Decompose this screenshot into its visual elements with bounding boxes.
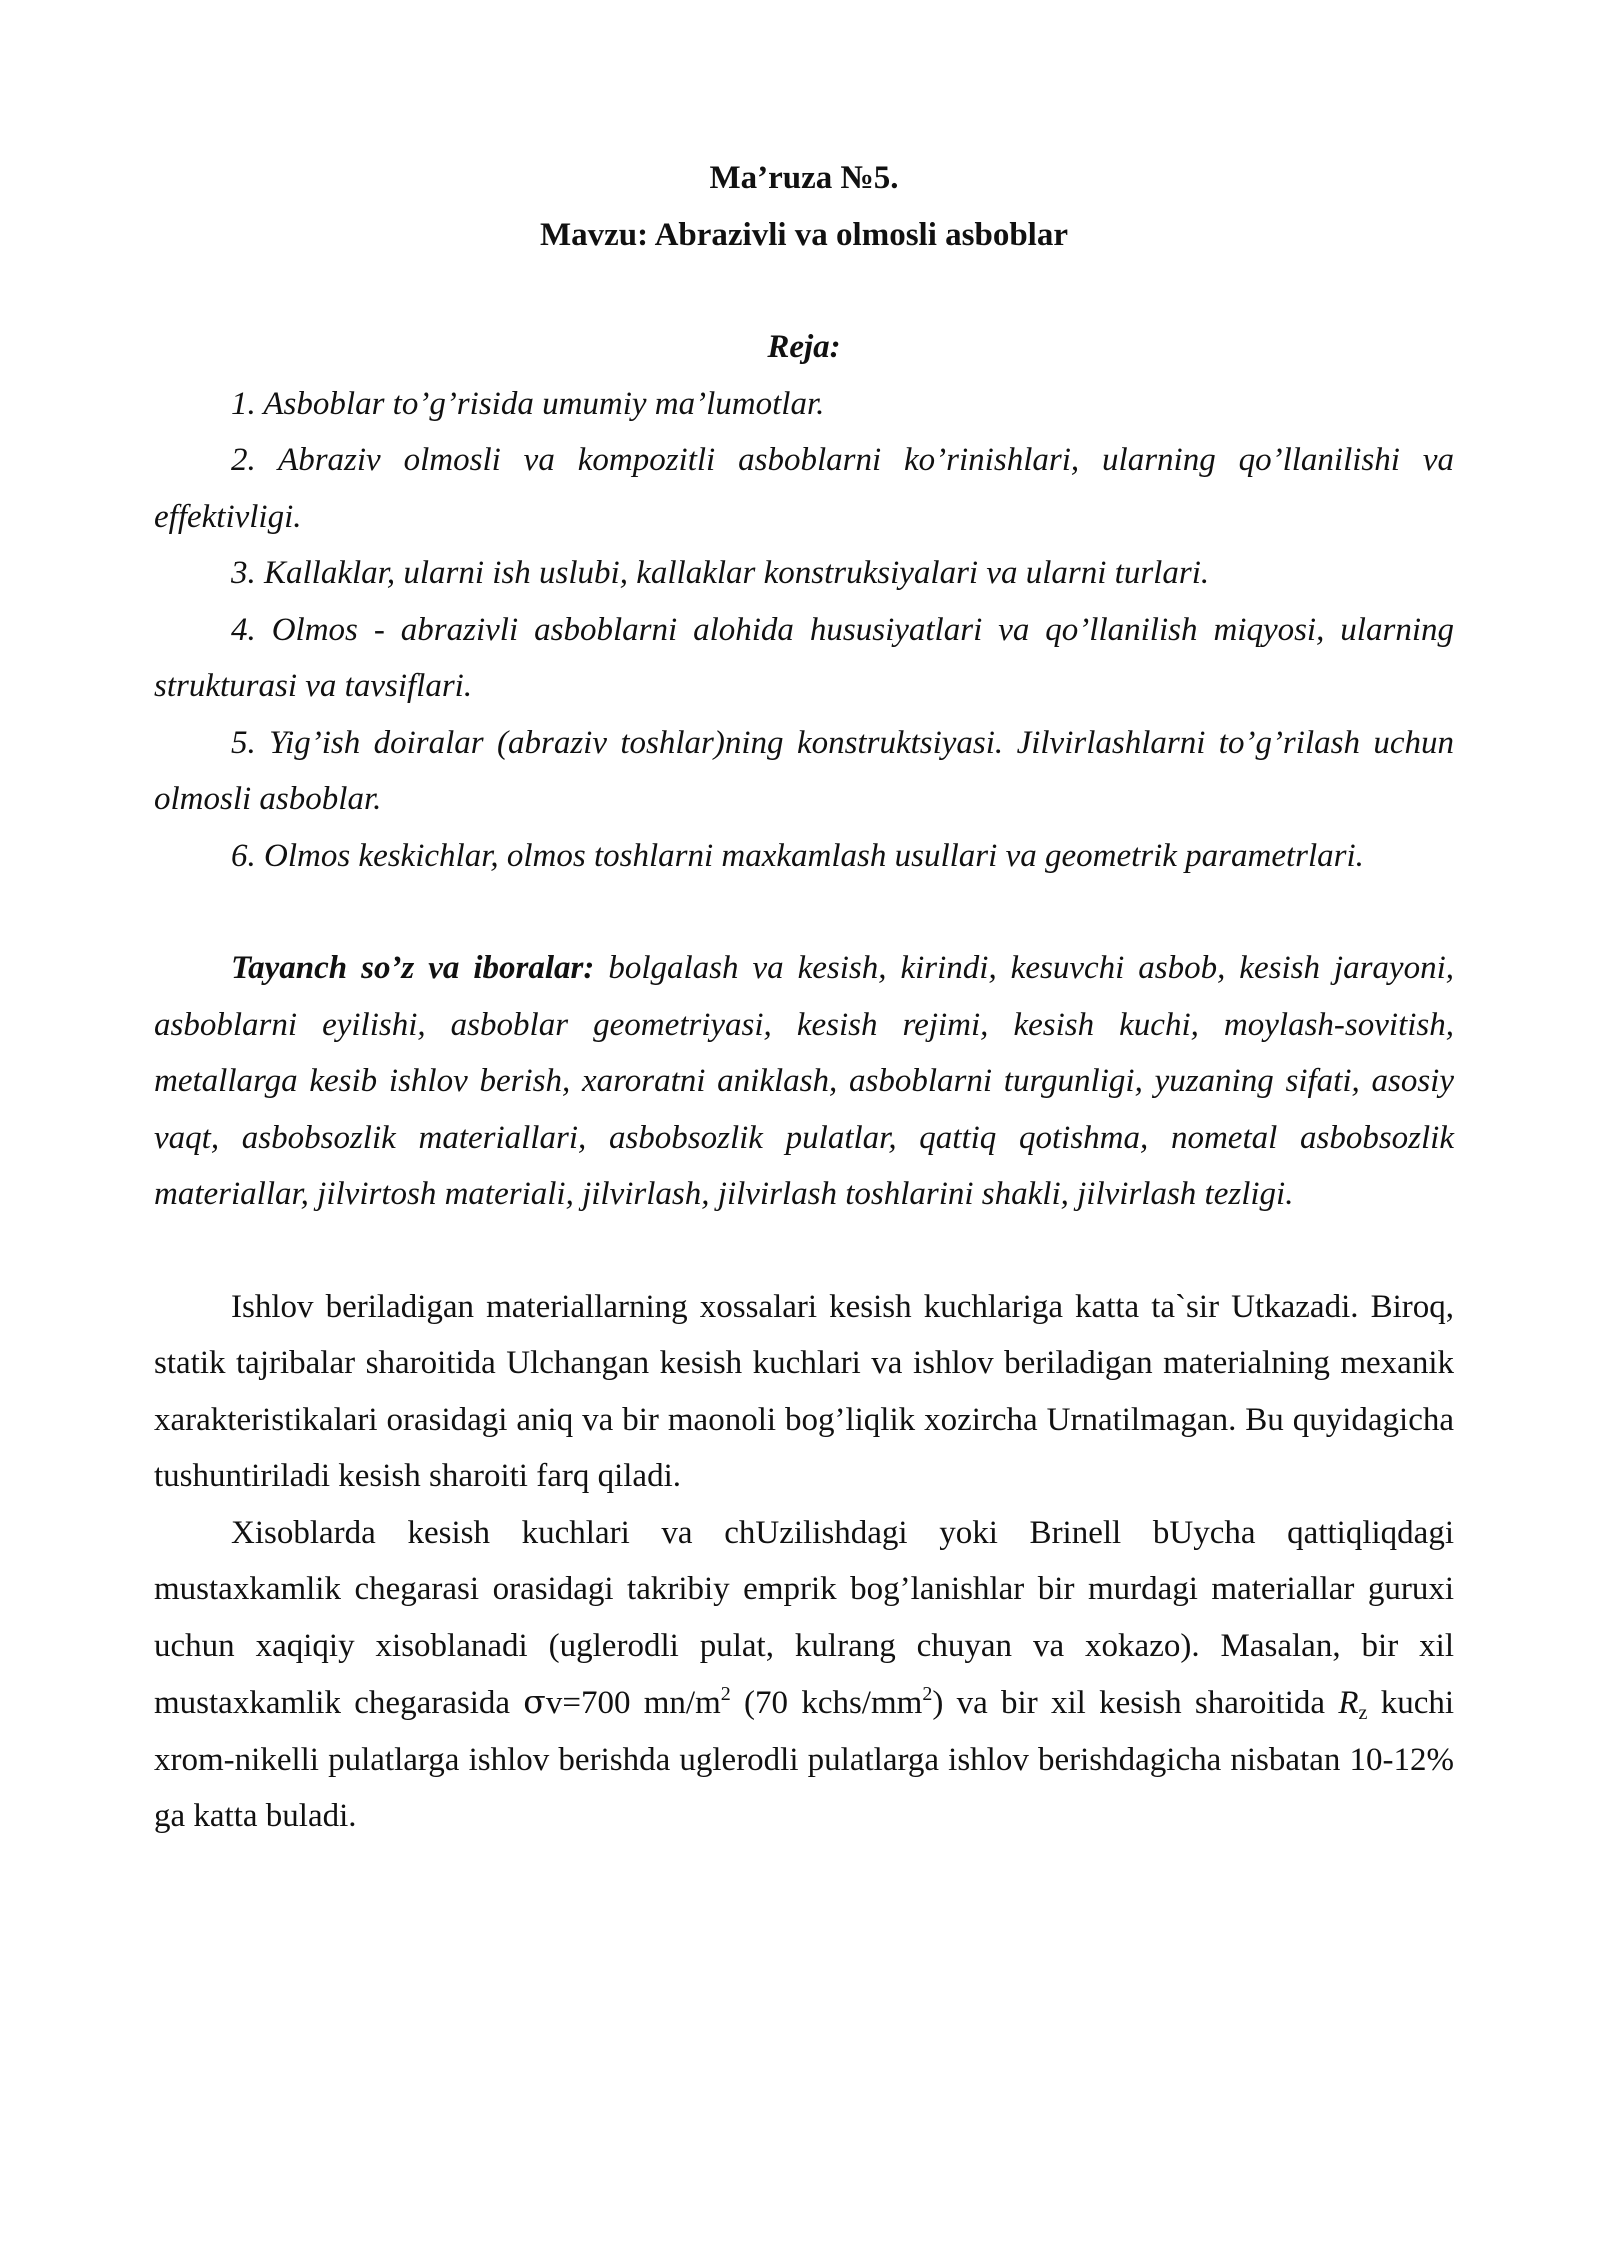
keywords-paragraph [154,940,1454,1223]
body-paragraph-1: Ishlov beriladigan materiallarning xossalari kesish kuchlariga katta ta`sir Utkazadi. Biroq, statik tajribalar sharoitida Ulchangan kesish kuchlari va ishlov beriladigan materialning mexanik xarakteristikalari orasidagi aniq va bir maonoli bog’liqlik xozircha Urnatilmagan. Bu quyidagicha tushuntiriladi kesish sharoiti farq qiladi. [154,1288,1454,1494]
lecture-number: Ma’ruza №5. [709,160,899,196]
paragraph-2-text-c: (70 kchs/mm [730,1685,923,1721]
keywords-text: bolgalash va kesish, kirindi, kesuvchi asbob, kesish jarayoni, asboblarni eyilishi, asboblar geometriyasi, kesish rejimi, kesish kuchi, moylash-sovitish, metallarga kesib ishlov berish, xaroratni aniklash, asboblarni turgunligi, yuzaning sifati, asosiy vaqt, asbobsozlik materiallari, asbobsozlik pulatlar, qattiq qotishma, nometal asbobsozlik materiallar, jilvirtosh materiali, jilvirlash, jilvirlash toshlarini shakli, jilvirlash tezligi. [154,950,1454,1212]
plan-item: 1. Asboblar to’g’risida umumiy ma’lumotlar. [231,385,825,422]
r-symbol: R [1338,1685,1359,1721]
plan-item: 2. Abraziv olmosli va kompozitli asboblarni ko’rinishlari, ularning qo’llanilishi va effektivligi. [154,442,1454,535]
plan-heading: Reja: [767,329,841,365]
plan-item: 3. Kallaklar, ularni ish uslubi, kallaklar konstruksiyalari va ularni turlari. [231,555,1210,591]
paragraph-2-text-e: kuchi xrom-nikelli pulatlarga ishlov berishda uglerodli pulatlarga ishlov berishdagicha nisbatan 10-12% ga katta buladi. [154,1685,1455,1834]
keywords-label: Tayanch so’z va iboralar: [231,950,595,986]
r-subscript: z [1358,1702,1368,1724]
lecture-topic: Mavzu: Abrazivli va olmosli asboblar [540,216,1068,253]
paragraph-2-text-b: v=700 mn/m [545,1685,721,1721]
plan-item: 6. Olmos keskichlar, olmos toshlarni maxkamlash usullari va geometrik parametrlari. [231,837,1364,874]
body-paragraph-2 [154,1505,1454,1845]
plan-item: 5. Yig’ish doiralar (abraziv toshlar)ning konstruktsiyasi. Jilvirlashlarni to’g’rilash uchun olmosli asboblar. [154,724,1454,817]
superscript-2: 2 [720,1683,731,1705]
paragraph-2-text-a: Xisoblarda kesish kuchlari va chUzilishdagi yoki Brinell bUycha qattiqliqdagi mustaxkamlik chegarasi orasidagi takribiy emprik bog’lanishlar bir murdagi materiallar guruxi uchun xaqiqiy xisoblanadi (uglerodli pulat, kulrang chuyan va xokazo). Masalan, bir xil mustaxkamlik chegarasida [154,1514,1454,1721]
document-page [154,150,1454,1845]
plan-item: 4. Olmos - abrazivli asboblarni alohida hususiyatlari va qo’llanilish miqyosi, ularning strukturasi va tavsiflari. [154,611,1454,704]
superscript-2: 2 [922,1683,933,1705]
paragraph-2-text-d: ) va bir xil kesish sharoitida [932,1685,1339,1721]
sigma-symbol: σ [523,1682,546,1721]
